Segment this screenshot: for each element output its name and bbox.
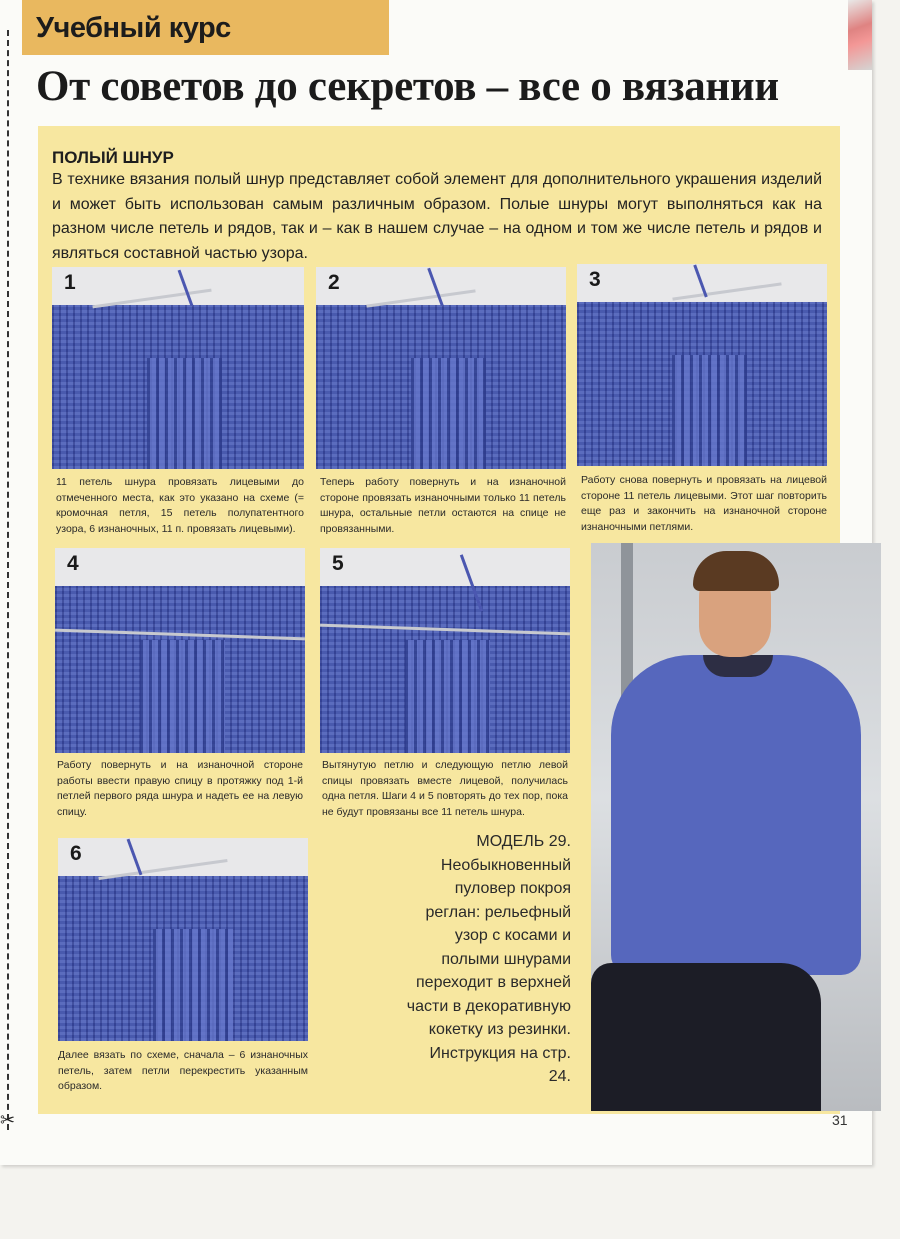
step-2-number: 2 <box>328 271 340 294</box>
step-5-caption: Вытянутую петлю и следующую петлю левой спицы провязать вместе лицевой, получилась одна петля. Шаги 4 и 5 повторять до тех пор, пока не будут провязаны все 11 петель шнура. <box>322 759 568 818</box>
section-tab-label: Учебный курс <box>36 12 231 44</box>
model-photo <box>591 543 881 1111</box>
step-6-number: 6 <box>70 842 82 865</box>
cut-line <box>7 30 9 1130</box>
step-6-photo <box>58 838 308 1041</box>
intro-paragraph: В технике вязания полый шнур представляет собой элемент для дополнительного украшения изделий и может быть использован самым различным образом. Полые шнуры могут выполняться как на разном числе петель и рядов, так и – как в нашем случае – на одном и том же числе петель и рядов и являться составной частью узора. <box>52 171 822 262</box>
step-2-caption: Теперь работу повернуть и на изнаночной стороне провязать изнаночными только 11 петель шнура, остальные петли остаются на спице не провязанными. <box>320 476 566 535</box>
step-5-photo <box>320 548 570 753</box>
step-3-caption: Работу снова повернуть и провязать на лицевой стороне 11 петель лицевыми. Этот шаг повторить еще раз и закончить на изнаночной стороне изнаночными петлями. <box>581 474 827 533</box>
step-1-number: 1 <box>64 271 76 294</box>
step-4-photo <box>55 548 305 753</box>
step-1-photo <box>52 267 304 469</box>
step-4-number: 4 <box>67 552 79 575</box>
box-title: ПОЛЫЙ ШНУР <box>52 148 174 167</box>
step-3-number: 3 <box>589 268 601 291</box>
step-4-caption: Работу повернуть и на изнаночной стороне работы ввести правую спицу в протяжку под 1-й петлей первого ряда шнура и надеть ее на левую спицу. <box>57 759 303 818</box>
page-number: 31 <box>832 1112 848 1128</box>
model-description: МОДЕЛЬ 29. Необыкновенный пуловер покроя реглан: рельефный узор с косами и полыми шнурами переходит в верхней части в декоративную кокетку из резинки. Инструкция на стр. 24. <box>406 833 571 1085</box>
step-3-photo <box>577 264 827 466</box>
section-tab <box>22 0 389 55</box>
step-6-caption: Далее вязать по схеме, сначала – 6 изнаночных петель, затем петли перекрестить указанным образом. <box>58 1049 308 1092</box>
step-2-photo <box>316 267 566 469</box>
page-headline: От советов до секретов – все о вязании <box>36 63 779 110</box>
page-corner-decoration <box>848 0 872 70</box>
step-5-number: 5 <box>332 552 344 575</box>
step-1-caption: 11 петель шнура провязать лицевыми до отмеченного места, как это указано на схеме (= кромочная петля, 15 петель полупатентного узора, 6 изнаночных, 11 п. провязать лицевыми). <box>56 476 304 535</box>
scissors-icon: ✂ <box>0 1110 16 1130</box>
